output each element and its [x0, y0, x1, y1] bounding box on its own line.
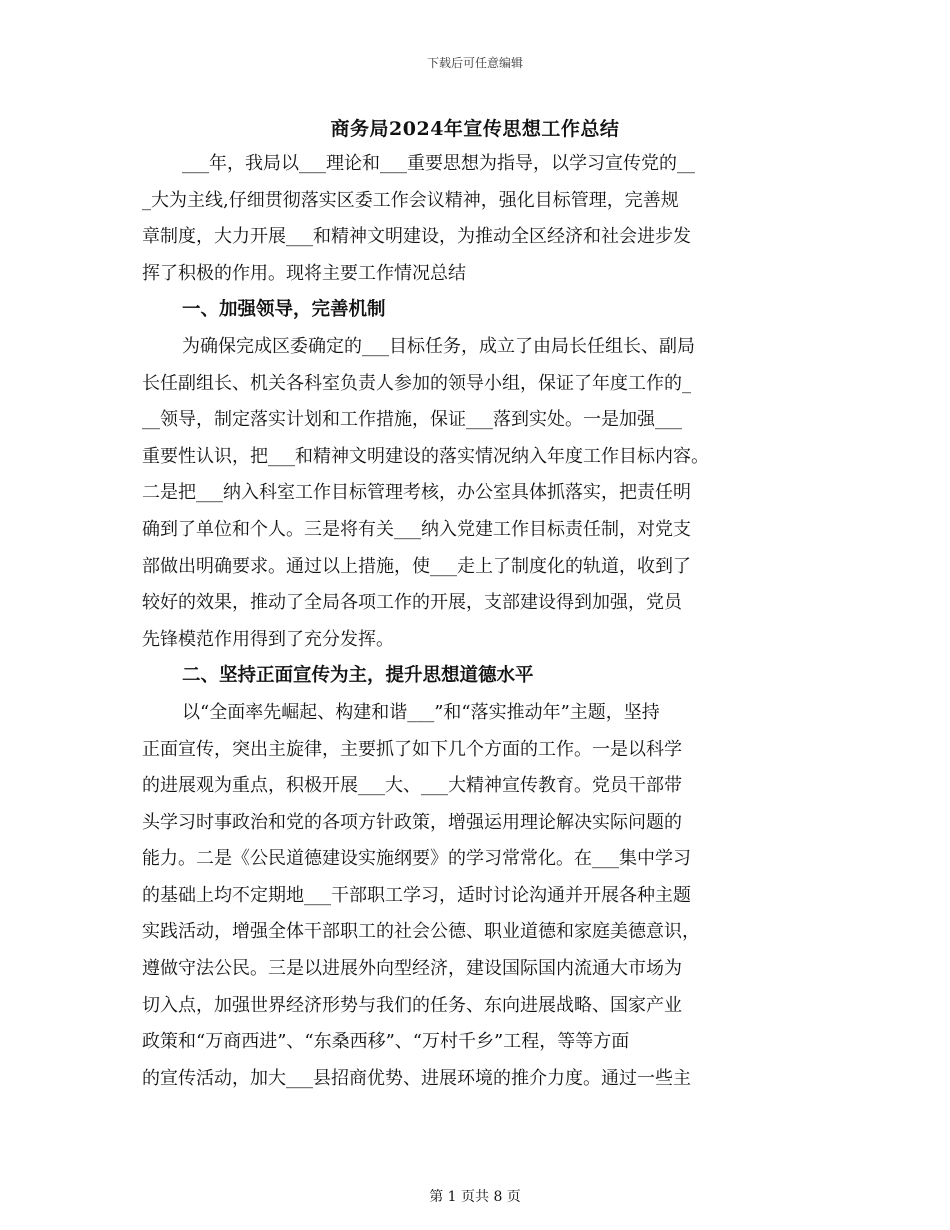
text-line: 正面宣传，突出主旋律，主要抓了如下几个方面的工作。一是以科学 [142, 738, 682, 760]
text-line: ___年，我局以___理论和___重要思想为指导，以学习宣传党的__ [182, 153, 695, 174]
header-note: 下载后可任意编辑 [426, 56, 523, 70]
section-heading [142, 292, 807, 329]
text-line: 政策和“万商西进”、“东桑西移”、“万村千乡”工程，等等方面 [142, 1031, 630, 1053]
text-line: 先锋模范作用得到了充分发挥。 [142, 628, 394, 650]
text-line: _大为主线,仔细贯彻落实区委工作会议精神，强化目标管理，完善规 [142, 189, 679, 211]
text-line: 二、坚持正面宣传为主，提升思想道德水平 [182, 665, 534, 687]
section-heading [142, 658, 807, 695]
text-line: 较好的效果，推动了全局各项工作的开展，支部建设得到加强，党员 [142, 592, 682, 614]
text-line: 确到了单位和个人。三是将有关___纳入党建工作目标责任制，对党支 [142, 518, 691, 540]
text-line: 二是把___纳入科室工作目标管理考核，办公室具体抓落实，把责任明 [142, 482, 691, 504]
text-line: 实践活动，增强全体干部职工的社会公德、职业道德和家庭美德意识， [142, 921, 700, 943]
text-line: 以“全面率先崛起、构建和谐___”和“落实推动年”主题，坚持 [182, 701, 660, 723]
text-line: 能力。二是《公民道德建设实施纲要》的学习常常化。在___集中学习 [142, 848, 691, 870]
document-title: 商务局2024年宣传思想工作总结 [330, 118, 620, 140]
text-line: 的进展观为重点，积极开展___大、___大精神宣传教育。党员干部带 [142, 775, 682, 797]
document-body [142, 146, 807, 1097]
text-line: 遵做守法公民。三是以进展外向型经济，建设国际国内流通大市场为 [142, 958, 682, 980]
paragraph [142, 146, 807, 292]
text-line: 一、加强领导，完善机制 [182, 299, 386, 321]
text-line: 挥了积极的作用。现将主要工作情况总结 [142, 262, 466, 284]
text-line: 的宣传活动，加大___县招商优势、进展环境的推介力度。通过一些主 [142, 1067, 691, 1089]
text-line: 为确保完成区委确定的___目标任务，成立了由局长任组长、副局 [182, 335, 695, 357]
text-line: 章制度，大力开展___和精神文明建设，为推动全区经济和社会进步发 [142, 226, 691, 248]
text-line: 切入点，加强世界经济形势与我们的任务、东向进展战略、国家产业 [142, 994, 682, 1016]
text-line: 重要性认识，把___和精神文明建设的落实情况纳入年度工作目标内容。 [142, 445, 709, 467]
page-footer: 第 1 页共 8 页 [429, 1189, 521, 1205]
paragraph [142, 695, 807, 1098]
text-line: 头学习时事政治和党的各项方针政策，增强运用理论解决实际问题的 [142, 811, 682, 833]
text-line: 的基础上均不定期地___干部职工学习，适时讨论沟通并开展各种主题 [142, 884, 691, 906]
paragraph [142, 329, 807, 658]
text-line: 部做出明确要求。通过以上措施，使___走上了制度化的轨道，收到了 [142, 555, 691, 577]
text-line: 长任副组长、机关各科室负责人参加的领导小组，保证了年度工作的_ [142, 372, 691, 394]
text-line: __领导，制定落实计划和工作措施，保证___落到实处。一是加强___ [142, 409, 682, 431]
